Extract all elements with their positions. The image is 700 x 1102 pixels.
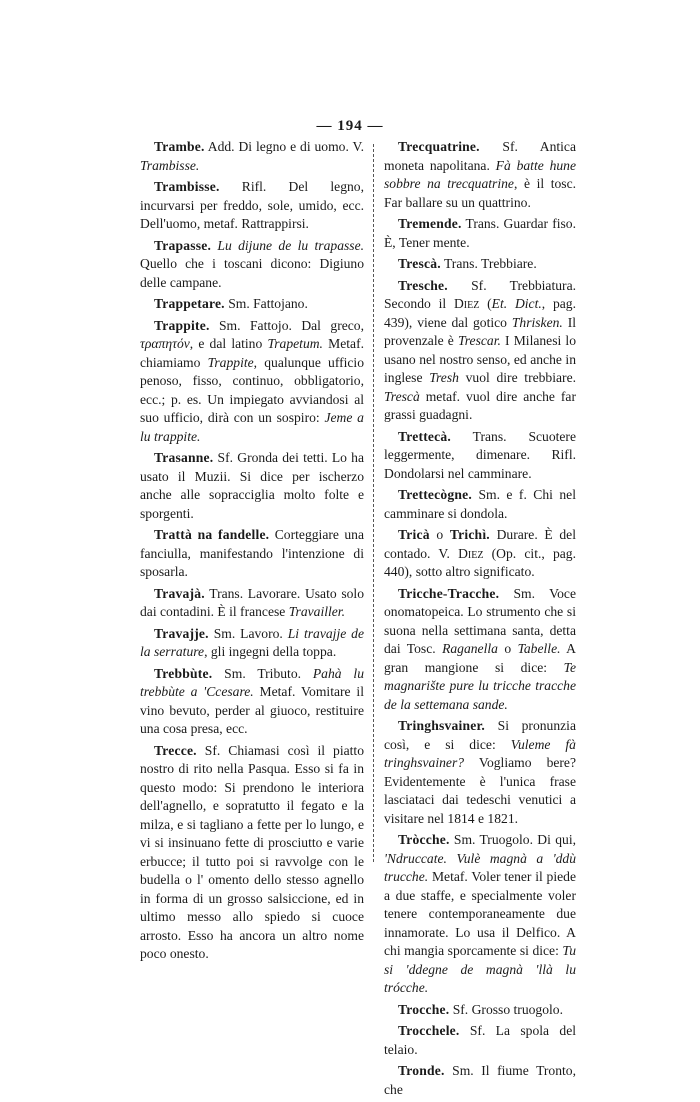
entry-headword: Trambe.	[154, 139, 205, 154]
entry-headword: Trebbùte.	[154, 665, 213, 681]
dictionary-entry	[384, 585, 576, 715]
dictionary-entry	[384, 1001, 576, 1020]
entry-headword: Tringhsvainer.	[398, 718, 486, 733]
entry-example: Trapetum.	[267, 336, 323, 351]
entry-text: Vogliamo bere? Evidentemente è l'unica frase lasciataci dai tedeschi venutici a visitare nel 1814 e 1821.	[384, 755, 576, 826]
entry-example: Lu dijune de lu trapasse.	[211, 237, 364, 253]
page-number: — 194 —	[316, 118, 384, 134]
entry-example: Pahà lu trebbùte a 'Ccesare.	[140, 665, 364, 699]
entry-text: A gran mangione si dice:	[384, 641, 576, 675]
entry-headword: Trecce.	[154, 742, 197, 758]
entry-headword: Tresche.	[398, 277, 448, 293]
entry-example: Raganella	[442, 641, 498, 656]
dictionary-entry	[140, 237, 364, 293]
entry-example: 'Ndruccate. Vulè magnà a 'ddù trucche.	[384, 850, 576, 884]
entry-text: Trans. Scuotere leggermente, dimenare. Rifl. Dondolarsi nel camminare.	[384, 428, 576, 481]
entry-headword: Trocche.	[398, 1001, 450, 1017]
entry-text: o	[429, 527, 450, 542]
dictionary-entry	[384, 138, 576, 212]
entry-example: Travailler.	[288, 604, 345, 619]
entry-example: Te magnarište pure lu tricche tracche de la settemana sande.	[384, 659, 576, 712]
dictionary-entry	[140, 449, 364, 523]
entry-headword: Trescà.	[398, 256, 441, 271]
entry-example: Thrisken.	[511, 314, 563, 330]
dictionary-entry	[384, 255, 576, 274]
right-column	[384, 138, 576, 1102]
entry-headword: Trapasse.	[154, 237, 212, 253]
entry-text: Sf. Chiamasi così il piatto nostro di rito nella Pasqua. Esso si fa in questo modo: Si prendono le interiora dell'agnello, e sopratutto il fegato e la milza, e si tagliano a fette per lo lungo, e vi si insinuano fette di prosciutto e varie erbucce; il tutto poi si ravvolge con le budella o l' omento dello stesso agnello in forma di un grosso salsiccione, ed in ultimo messo allo spiedo si cuoce arrosto. Esso ha ancora un altro nome poco onesto.	[140, 742, 364, 961]
entry-text: Sf. Gronda dei tetti. Lo ha usato il Muzii. Si dice per ischerzo anche alle sopracciglia molto folte e sporgenti.	[140, 450, 364, 521]
entry-headword: Travajje.	[154, 625, 209, 641]
entry-text: Diez	[458, 545, 484, 561]
entry-headword: Trecquatrine.	[398, 139, 480, 154]
entry-headword: Trappetare.	[154, 296, 225, 311]
entry-text: Trans. Guardar fiso. È, Tener mente.	[384, 216, 576, 250]
dictionary-entry	[384, 215, 576, 252]
entry-text: Il provenzale è	[384, 314, 577, 348]
entry-text: Rifl. Del legno, incurvarsi per freddo, sole, umido, ecc. Dell'uomo, metaf. Rattrappirsi.	[140, 179, 364, 231]
entry-text: Metaf. Vomitare il vino bevuto, perder al giuoco, restituire una cosa presa, ecc.	[140, 684, 364, 736]
entry-text: (	[479, 296, 492, 311]
entry-text: metaf. vuol dire anche far grassi guadagni.	[384, 388, 576, 422]
dictionary-entry	[140, 295, 364, 314]
left-column	[140, 138, 364, 967]
dictionary-entry	[384, 1022, 576, 1059]
entry-text: Sm. Truogolo. Di qui,	[449, 832, 576, 847]
dictionary-entry	[384, 831, 576, 998]
entry-text: Trans. Lavorare. Usato solo dai contadini. È il francese	[140, 585, 364, 619]
entry-text: Sm. e f. Chi nel camminare si dondola.	[384, 487, 576, 521]
entry-text: , è il tosc. Far ballare su un quattrino.	[384, 176, 576, 210]
entry-text: Corteggiare una fanciulla, manifestando l'intenzione di sposarla.	[140, 527, 364, 579]
entry-text: Sf. La spola del telaio.	[384, 1023, 576, 1057]
entry-text: Sm. Lavoro.	[208, 625, 288, 641]
dictionary-entry	[140, 665, 364, 739]
entry-headword: Tricà	[398, 527, 430, 542]
entry-headword: Tricche-Tracche.	[398, 585, 500, 601]
dictionary-entry	[140, 742, 364, 964]
entry-text: Add. Di legno e di uomo. V.	[204, 139, 364, 154]
dictionary-entry	[384, 277, 576, 425]
dictionary-entry	[140, 625, 364, 662]
entry-text: , qualunque ufficio penoso, fisso, continuo, obbligatorio, ecc.; p. es. Un impiegato avviandosi al suo ufficio, dirà con un sospiro:	[140, 354, 365, 425]
dictionary-entry	[384, 1062, 576, 1099]
entry-example: τραπητόν	[140, 336, 190, 351]
entry-text: Durare. È del contado. V.	[384, 527, 576, 561]
entry-text: o	[497, 641, 518, 656]
entry-text: Sm. Tributo.	[212, 665, 313, 681]
entry-headword: Tremende.	[398, 216, 462, 231]
entry-text: Sm. Fattojano.	[224, 296, 308, 311]
entry-headword: Trettecògne.	[398, 487, 472, 502]
entry-example: Fà batte hune sobbre na trecquatrine	[384, 157, 576, 191]
entry-headword: Tròcche.	[398, 832, 450, 847]
entry-example: Vuleme fà tringhsvainer?	[384, 736, 576, 770]
entry-example: Et. Dict.	[491, 296, 542, 311]
entry-example: Tu si 'ddegne de magnà 'llà lu trócche.	[384, 943, 576, 995]
dictionary-entry	[384, 526, 576, 582]
dictionary-entry	[384, 717, 576, 828]
entry-example: Trambisse.	[140, 157, 200, 173]
entry-example: Trescà	[384, 388, 420, 404]
dictionary-entry	[140, 317, 364, 447]
entry-text: (Op. cit., pag. 440), sotto altro significato.	[384, 545, 576, 579]
entry-headword: Trattà na fandelle.	[154, 527, 270, 542]
entry-text: Metaf. chiamiamo	[140, 336, 364, 370]
dictionary-entry	[140, 585, 364, 622]
entry-text: Si pronunzia così, e si dice:	[384, 718, 576, 752]
entry-text: Quello che i toscani dicono: Digiuno delle campane.	[140, 256, 364, 290]
dictionary-entry	[140, 178, 364, 234]
entry-text: Sm. Fattojo. Dal greco,	[209, 317, 364, 333]
entry-example: Li travajje de la serrature	[140, 625, 364, 659]
entry-text: Trichì.	[449, 527, 490, 542]
entry-text: Sf. Trebbiatura. Secondo il	[384, 277, 576, 311]
entry-headword: Trappite.	[154, 317, 210, 333]
entry-headword: Trambisse.	[154, 179, 220, 194]
entry-text: Sf. Antica moneta napolitana.	[384, 139, 576, 173]
entry-headword: Tronde.	[398, 1063, 445, 1078]
entry-headword: Trettecà.	[398, 428, 451, 444]
entry-headword: Travajà.	[154, 585, 205, 601]
dictionary-entry	[384, 486, 576, 523]
entry-text: , pag. 439), viene dal gotico	[384, 296, 576, 330]
entry-text: , e dal latino	[189, 336, 268, 351]
entry-text: Trans. Trebbiare.	[440, 256, 537, 271]
entry-example: Tresh	[429, 370, 459, 385]
entry-example: Trescar.	[457, 333, 501, 348]
entry-text: Sf. Grosso truogolo.	[449, 1001, 563, 1017]
entry-example: Jeme a lu trappite.	[140, 410, 364, 444]
entry-headword: Trasanne.	[154, 450, 214, 465]
entry-text: Sm. Voce onomatopeica. Lo strumento che si suona nella settimana santa, detta dai Tosc.	[384, 585, 576, 656]
entry-headword: Trocchele.	[398, 1023, 460, 1038]
dictionary-entry	[140, 138, 364, 175]
dictionary-entry	[384, 428, 576, 484]
entry-text: I Milanesi lo usano nel nostro senso, ed anche in inglese	[384, 333, 576, 385]
entry-example: Tabelle.	[517, 641, 561, 656]
entry-text: Sm. Il fiume Tronto, che	[384, 1063, 576, 1097]
column-divider	[373, 144, 374, 862]
entry-text: vuol dire trebbiare.	[458, 370, 576, 385]
entry-text: Diez	[453, 296, 480, 311]
entry-example: Trappite	[207, 354, 254, 370]
entry-text: Metaf. Voler tener il piede a due staffe, e specialmente voler tenere contemporaneamente due innamorate. Lo usa il Delfico. A chi mangia sporcamente si dice:	[384, 869, 576, 958]
entry-text: , gli ingegni della toppa.	[204, 644, 337, 659]
dictionary-entry	[140, 526, 364, 582]
